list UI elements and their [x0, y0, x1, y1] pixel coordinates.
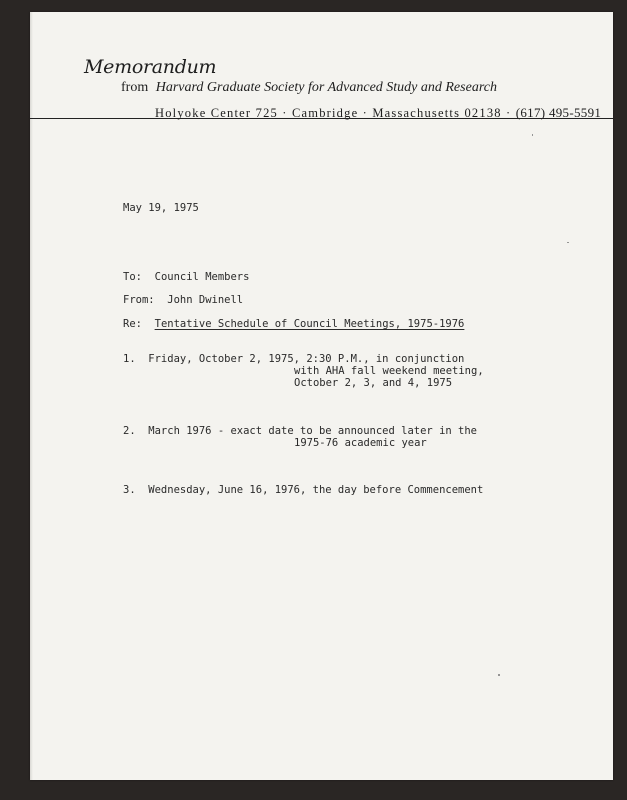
address: Holyoke Center 725 · Cambridge · Massachusetts 02138 ·	[155, 106, 512, 120]
re-label: Re:	[123, 318, 142, 330]
to-value: Council Members	[154, 271, 250, 283]
paper-speck	[567, 242, 569, 243]
letterhead-from-line	[121, 80, 497, 96]
phone-number: (617) 495-5591	[515, 105, 602, 120]
paper-speck	[498, 674, 500, 676]
organization-name: Harvard Graduate Society for Advanced Study and Research	[155, 80, 497, 95]
schedule-item-1-line-2: with AHA fall weekend meeting,	[294, 365, 484, 377]
memo-title: Memorandum	[84, 56, 217, 78]
schedule-item-2-line-1: 2. March 1976 - exact date to be announced later in the	[123, 425, 478, 437]
from-word: from	[121, 80, 149, 95]
from-line	[123, 294, 243, 306]
schedule-item-1-line-1: 1. Friday, October 2, 1975, 2:30 P.M., in conjunction	[123, 353, 465, 365]
schedule-item-3-line-1: 3. Wednesday, June 16, 1976, the day before Commencement	[123, 484, 484, 496]
memo-page	[30, 12, 613, 780]
to-line	[123, 271, 249, 283]
memo-date: May 19, 1975	[123, 202, 199, 214]
schedule-item-1-line-3: October 2, 3, and 4, 1975	[294, 377, 453, 389]
schedule-item-2-line-2: 1975-76 academic year	[294, 437, 427, 449]
header-divider	[30, 118, 613, 119]
from-label: From:	[123, 294, 155, 306]
page-edge-shadow	[30, 12, 33, 780]
to-label: To:	[123, 271, 142, 283]
re-line	[123, 318, 464, 330]
from-value: John Dwinell	[167, 294, 244, 306]
re-subject: Tentative Schedule of Council Meetings, 1975-1976	[154, 318, 465, 330]
paper-speck	[532, 134, 533, 136]
